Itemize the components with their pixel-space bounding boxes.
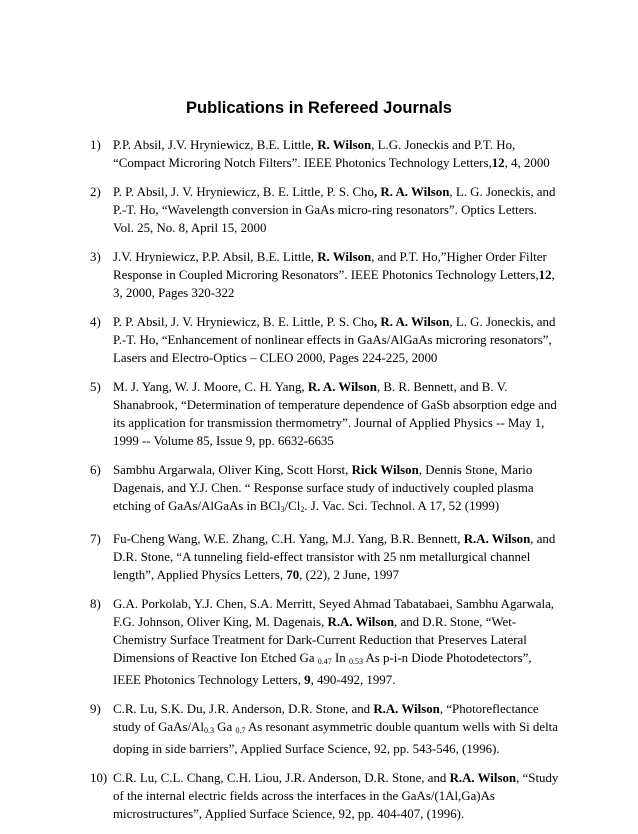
subscript: 0.7: [235, 726, 246, 735]
citation-text: J.V. Hryniewicz, P.P. Absil, B.E. Little,: [113, 250, 318, 264]
author-highlight: , R. A. Wilson: [373, 185, 450, 199]
publication-entry: [90, 461, 560, 519]
page-title: Publications in Refereed Journals: [186, 99, 452, 117]
publication-number: 2): [90, 185, 101, 199]
publication-citation: [113, 595, 560, 689]
citation-text: P. P. Absil, J. V. Hryniewicz, B. E. Little, P. S. Cho: [113, 185, 374, 199]
citation-text: , “Study of the internal electric fields across the interfaces in the GaAs/(1Al,Ga)As microstructures”, Applied Surface Science, 92, pp. 404-407, (1996).: [113, 771, 559, 821]
citation-text: In: [331, 651, 349, 665]
subscript: 2: [300, 505, 305, 514]
publication-entry: [90, 183, 560, 237]
author-highlight: R. Wilson: [317, 138, 372, 152]
citation-text: , 490-492, 1997.: [310, 673, 396, 687]
publication-number: 7): [90, 532, 101, 546]
author-highlight: 12: [491, 156, 505, 170]
publication-entry: [90, 136, 560, 172]
citation-text: P.P. Absil, J.V. Hryniewicz, B.E. Little,: [113, 138, 318, 152]
subscript: 3: [280, 505, 285, 514]
publication-number: 4): [90, 315, 101, 329]
citation-text: , Dennis Stone, Mario Dagenais, and Y.J. Chen. “ Response surface study of inductively coupled plasma etching of GaAs/AlGaAs in BCl: [113, 463, 534, 513]
subscript: 0.53: [348, 657, 363, 666]
author-highlight: 12: [538, 268, 552, 282]
publication-number: 6): [90, 463, 101, 477]
author-highlight: R.A. Wilson: [327, 615, 395, 629]
subscript: 0.47: [317, 657, 332, 666]
citation-text: , B. R. Bennett, and B. V. Shanabrook, “Determination of temperature dependence of GaSb absorption edge and its application for transmission thermometry”. Journal of Applied Physics -- May 1, 1999 -- Volume 85, Issue 9, pp. 6632-6635: [113, 380, 557, 448]
citation-text: , and D.R. Stone, “Wet-Chemistry Surface Treatment for Dark-Current Reduction that Preserves Lateral Dimensions of Reactive Ion Etched Ga: [113, 615, 527, 665]
citation-text: As resonant asymmetric double quantum wells with Si delta doping in side barriers”, Applied Surface Science, 92, pp. 543-546, (1996).: [113, 720, 558, 756]
citation-text: , and P.T. Ho,”Higher Order Filter Response in Coupled Microring Resonators”. IEEE Photonics Technology Letters,: [113, 250, 547, 282]
citation-text: M. J. Yang, W. J. Moore, C. H. Yang,: [113, 380, 308, 394]
publication-entry: [90, 769, 560, 823]
author-highlight: R.A. Wilson: [463, 532, 531, 546]
publication-number: 8): [90, 597, 101, 611]
citation-text: , L. G. Joneckis, and P.-T. Ho, “Enhancement of nonlinear effects in GaAs/AlGaAs microring resonators”, Lasers and Electro-Optics – CLEO 2000, Pages 224-225, 2000: [113, 315, 556, 365]
citation-text: Ga: [213, 720, 236, 734]
citation-text: , (22), 2 June, 1997: [299, 568, 400, 582]
publication-citation: [113, 313, 560, 367]
publication-citation: [113, 136, 560, 172]
citation-text: /Cl: [284, 499, 301, 513]
publication-list: [90, 136, 560, 834]
citation-text: P. P. Absil, J. V. Hryniewicz, B. E. Little, P. S. Cho: [113, 315, 374, 329]
author-highlight: R.A. Wilson: [373, 702, 440, 716]
publication-entry: [90, 378, 560, 450]
citation-text: , L. G. Joneckis, and P.-T. Ho, “Wavelength conversion in GaAs micro-ring resonators”. Optics Letters. Vol. 25, No. 8, April 15, 2000: [113, 185, 556, 235]
citation-text: , “Photoreflectance study of GaAs/Al: [113, 702, 539, 734]
publication-number: 1): [90, 138, 101, 152]
author-highlight: R. A. Wilson: [307, 380, 377, 394]
author-highlight: Rick Wilson: [351, 463, 419, 477]
publication-number: 3): [90, 250, 101, 264]
publication-number: 9): [90, 702, 101, 716]
publication-citation: [113, 530, 560, 584]
publication-citation: [113, 700, 560, 758]
publication-citation: [113, 183, 560, 237]
author-highlight: , R. A. Wilson: [373, 315, 450, 329]
author-highlight: 9: [304, 673, 311, 687]
publication-entry: [90, 248, 560, 302]
citation-text: C.R. Lu, C.L. Chang, C.H. Liou, J.R. Anderson, D.R. Stone, and: [113, 771, 450, 785]
citation-text: G.A. Porkolab, Y.J. Chen, S.A. Merritt, Seyed Ahmad Tabatabaei, Sambhu Agarwala, F.G. Johnson, Oliver King, M. Dagenais,: [113, 597, 555, 629]
citation-text: , 4, 2000: [504, 156, 550, 170]
publication-citation: [113, 248, 560, 302]
publication-entry: [90, 313, 560, 367]
publication-number: 5): [90, 380, 101, 394]
publication-citation: [113, 769, 560, 823]
citation-text: As p-i-n Diode Photodetectors”, IEEE Photonics Technology Letters,: [113, 651, 532, 687]
publication-citation: [113, 461, 560, 519]
publication-entry: [90, 700, 560, 758]
citation-text: , 3, 2000, Pages 320-322: [113, 268, 555, 300]
citation-text: , L.G. Joneckis and P.T. Ho, “Compact Microring Notch Filters”. IEEE Photonics Technology Letters,: [113, 138, 516, 170]
publication-citation: [113, 378, 560, 450]
citation-text: C.R. Lu, S.K. Du, J.R. Anderson, D.R. Stone, and: [113, 702, 374, 716]
citation-text: Sambhu Argarwala, Oliver King, Scott Horst,: [113, 463, 352, 477]
publication-entry: [90, 595, 560, 689]
citation-text: . J. Vac. Sci. Technol. A 17, 52 (1999): [304, 499, 500, 513]
citation-text: Fu-Cheng Wang, W.E. Zhang, C.H. Yang, M.J. Yang, B.R. Bennett,: [113, 532, 464, 546]
publication-entry: [90, 530, 560, 584]
subscript: 0.3: [203, 726, 214, 735]
author-highlight: R.A. Wilson: [449, 771, 517, 785]
author-highlight: R. Wilson: [317, 250, 372, 264]
publication-number: 10): [90, 771, 108, 785]
citation-text: , and D.R. Stone, “A tunneling field-effect transistor with 25 nm metallurgical channel length”, Applied Physics Letters,: [113, 532, 556, 582]
author-highlight: 70: [286, 568, 300, 582]
